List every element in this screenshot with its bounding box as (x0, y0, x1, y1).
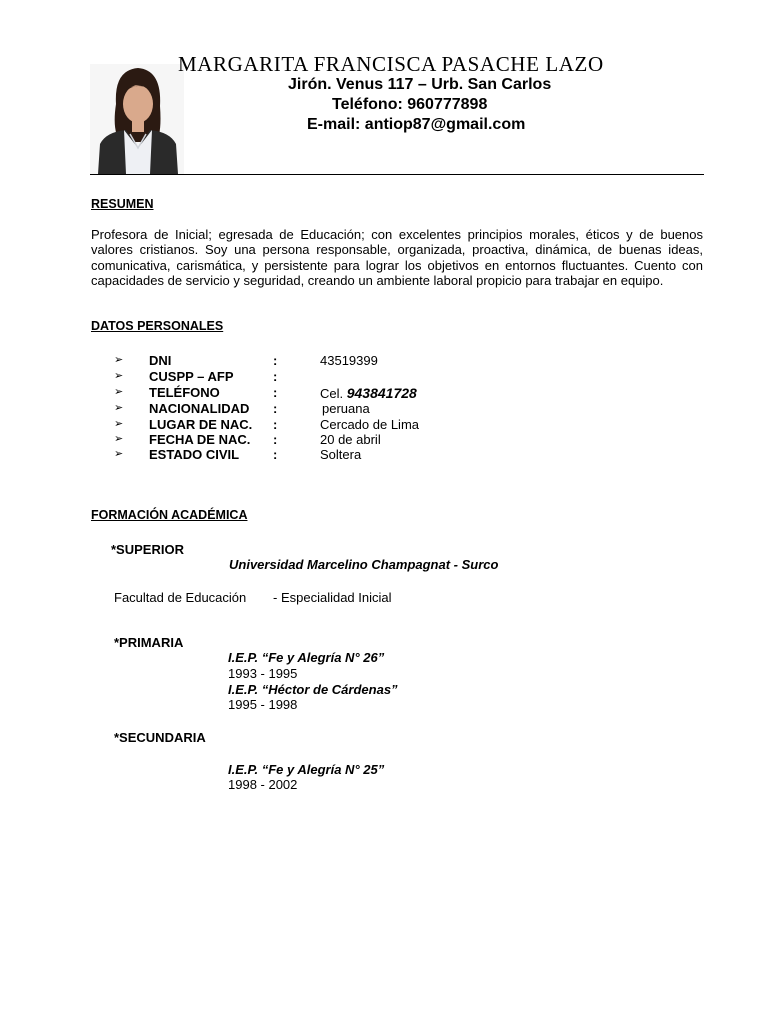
resumen-paragraph: Profesora de Inicial; egresada de Educación; con excelentes principios morales, éticos y de buenos valores cristianos. Soy una persona responsable, organizada, proactiva, dinámica, de buenas ideas, comunicativa, carismática, y persistente para lograr los objetivos en entornos fluctuantes. Cuento con capacidades de servicio y seguridad, creando un ambiente laboral propicio para trabajar en equipo. (91, 227, 703, 289)
datos-label: DNI (149, 353, 172, 368)
superior-specialty: - Especialidad Inicial (273, 590, 392, 605)
datos-colon: : (273, 385, 278, 400)
bullet-arrow-icon: ➢ (114, 448, 124, 460)
datos-colon: : (273, 369, 278, 384)
datos-colon: : (273, 401, 278, 416)
superior-school: Universidad Marcelino Champagnat - Surco (229, 557, 499, 572)
superior-faculty: Facultad de Educación (114, 590, 247, 605)
primaria-years-2: 1995 - 1998 (228, 697, 298, 712)
section-title-resumen: RESUMEN (91, 197, 154, 211)
secundaria-school: I.E.P. “Fe y Alegría N° 25” (228, 762, 385, 777)
datos-value: Cercado de Lima (320, 417, 419, 432)
bullet-arrow-icon: ➢ (114, 354, 124, 366)
profile-photo-image (90, 64, 184, 174)
datos-label: NACIONALIDAD (149, 401, 250, 416)
bullet-arrow-icon: ➢ (114, 402, 124, 414)
datos-label: ESTADO CIVIL (149, 447, 240, 462)
secundaria-label: *SECUNDARIA (114, 730, 206, 745)
primaria-years-1: 1993 - 1995 (228, 666, 298, 681)
bullet-arrow-icon: ➢ (114, 418, 124, 430)
datos-label: LUGAR DE NAC. (149, 417, 253, 432)
email-line: E-mail: antiop87@gmail.com (307, 116, 526, 133)
candidate-name: MARGARITA FRANCISCA PASACHE LAZO (178, 52, 604, 76)
datos-label: TELÉFONO (149, 385, 220, 400)
datos-colon: : (273, 447, 278, 462)
datos-value: 20 de abril (320, 432, 381, 447)
primaria-school-1: I.E.P. “Fe y Alegría N° 26” (228, 650, 385, 665)
datos-value: Soltera (320, 447, 362, 462)
bullet-arrow-icon: ➢ (114, 386, 124, 398)
phone-line: Teléfono: 960777898 (332, 96, 488, 113)
datos-value (320, 385, 417, 401)
mobile-number: 943841728 (346, 385, 417, 401)
section-title-formacion: FORMACIÓN ACADÉMICA (91, 508, 248, 522)
primaria-school-2: I.E.P. “Héctor de Cárdenas” (228, 682, 398, 697)
datos-label: FECHA DE NAC. (149, 432, 251, 447)
address-line: Jirón. Venus 117 – Urb. San Carlos (288, 76, 552, 93)
datos-colon: : (273, 417, 278, 432)
datos-label: CUSPP – AFP (149, 369, 234, 384)
datos-colon: : (273, 353, 278, 368)
header-divider (90, 174, 704, 175)
bullet-arrow-icon: ➢ (114, 433, 124, 445)
secundaria-years: 1998 - 2002 (228, 777, 298, 792)
datos-colon: : (273, 432, 278, 447)
phone-prefix: Cel. (320, 386, 347, 401)
primaria-label: *PRIMARIA (114, 635, 184, 650)
profile-photo (90, 64, 184, 174)
superior-label: *SUPERIOR (111, 542, 184, 557)
section-title-datos-personales: DATOS PERSONALES (91, 319, 224, 333)
datos-value: peruana (322, 401, 370, 416)
bullet-arrow-icon: ➢ (114, 370, 124, 382)
datos-value: 43519399 (320, 353, 378, 368)
